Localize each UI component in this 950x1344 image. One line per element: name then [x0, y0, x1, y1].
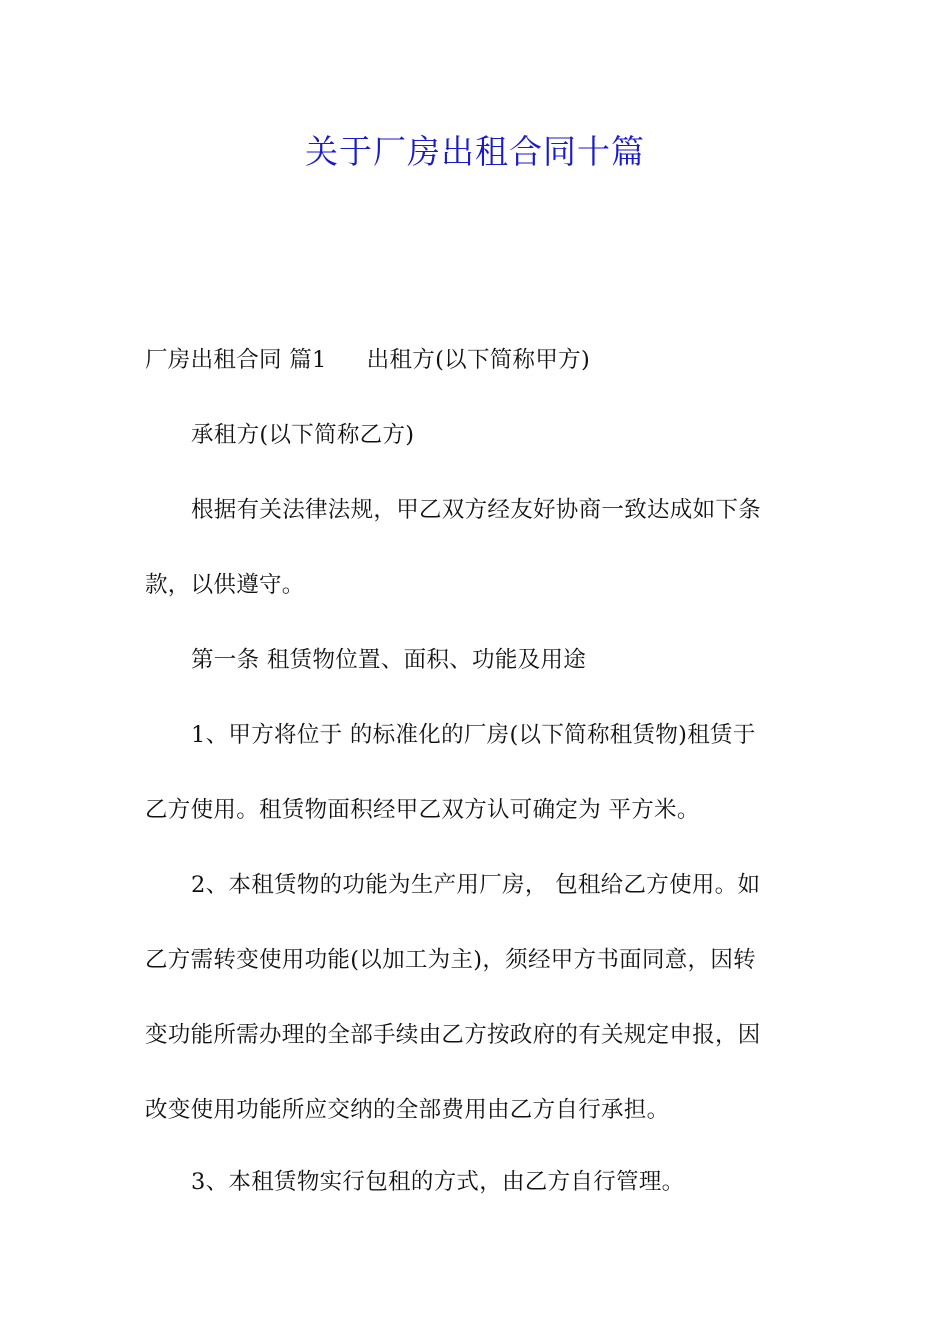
intro-line-2: 款，以供遵守。	[145, 572, 305, 598]
clause-2-line-1: 2、本租赁物的功能为生产用厂房， 包租给乙方使用。如	[191, 872, 761, 898]
article-1-title: 第一条 租赁物位置、面积、功能及用途	[191, 647, 587, 673]
clause-1-line-1: 1、甲方将位于 的标准化的厂房(以下简称租赁物)租赁于	[191, 722, 756, 748]
clause-2-line-3: 变功能所需办理的全部手续由乙方按政府的有关规定申报，因	[145, 1022, 761, 1048]
intro-line-1: 根据有关法律法规，甲乙双方经友好协商一致达成如下条	[191, 497, 762, 523]
section-label: 厂房出租合同 篇1	[145, 347, 327, 373]
lessee-label: 承租方(以下简称乙方)	[191, 422, 415, 448]
clause-1-line-2: 乙方使用。租赁物面积经甲乙双方认可确定为 平方米。	[145, 797, 700, 823]
clause-2-line-4: 改变使用功能所应交纳的全部费用由乙方自行承担。	[145, 1097, 670, 1123]
document-title: 关于厂房出租合同十篇	[305, 132, 645, 171]
section-heading-line	[145, 342, 825, 378]
lessor-label: 出租方(以下简称甲方)	[366, 347, 591, 373]
clause-2-line-2: 乙方需转变使用功能(以加工为主)，须经甲方书面同意，因转	[145, 947, 756, 973]
clause-3-line-1: 3、本租赁物实行包租的方式，由乙方自行管理。	[191, 1169, 685, 1195]
